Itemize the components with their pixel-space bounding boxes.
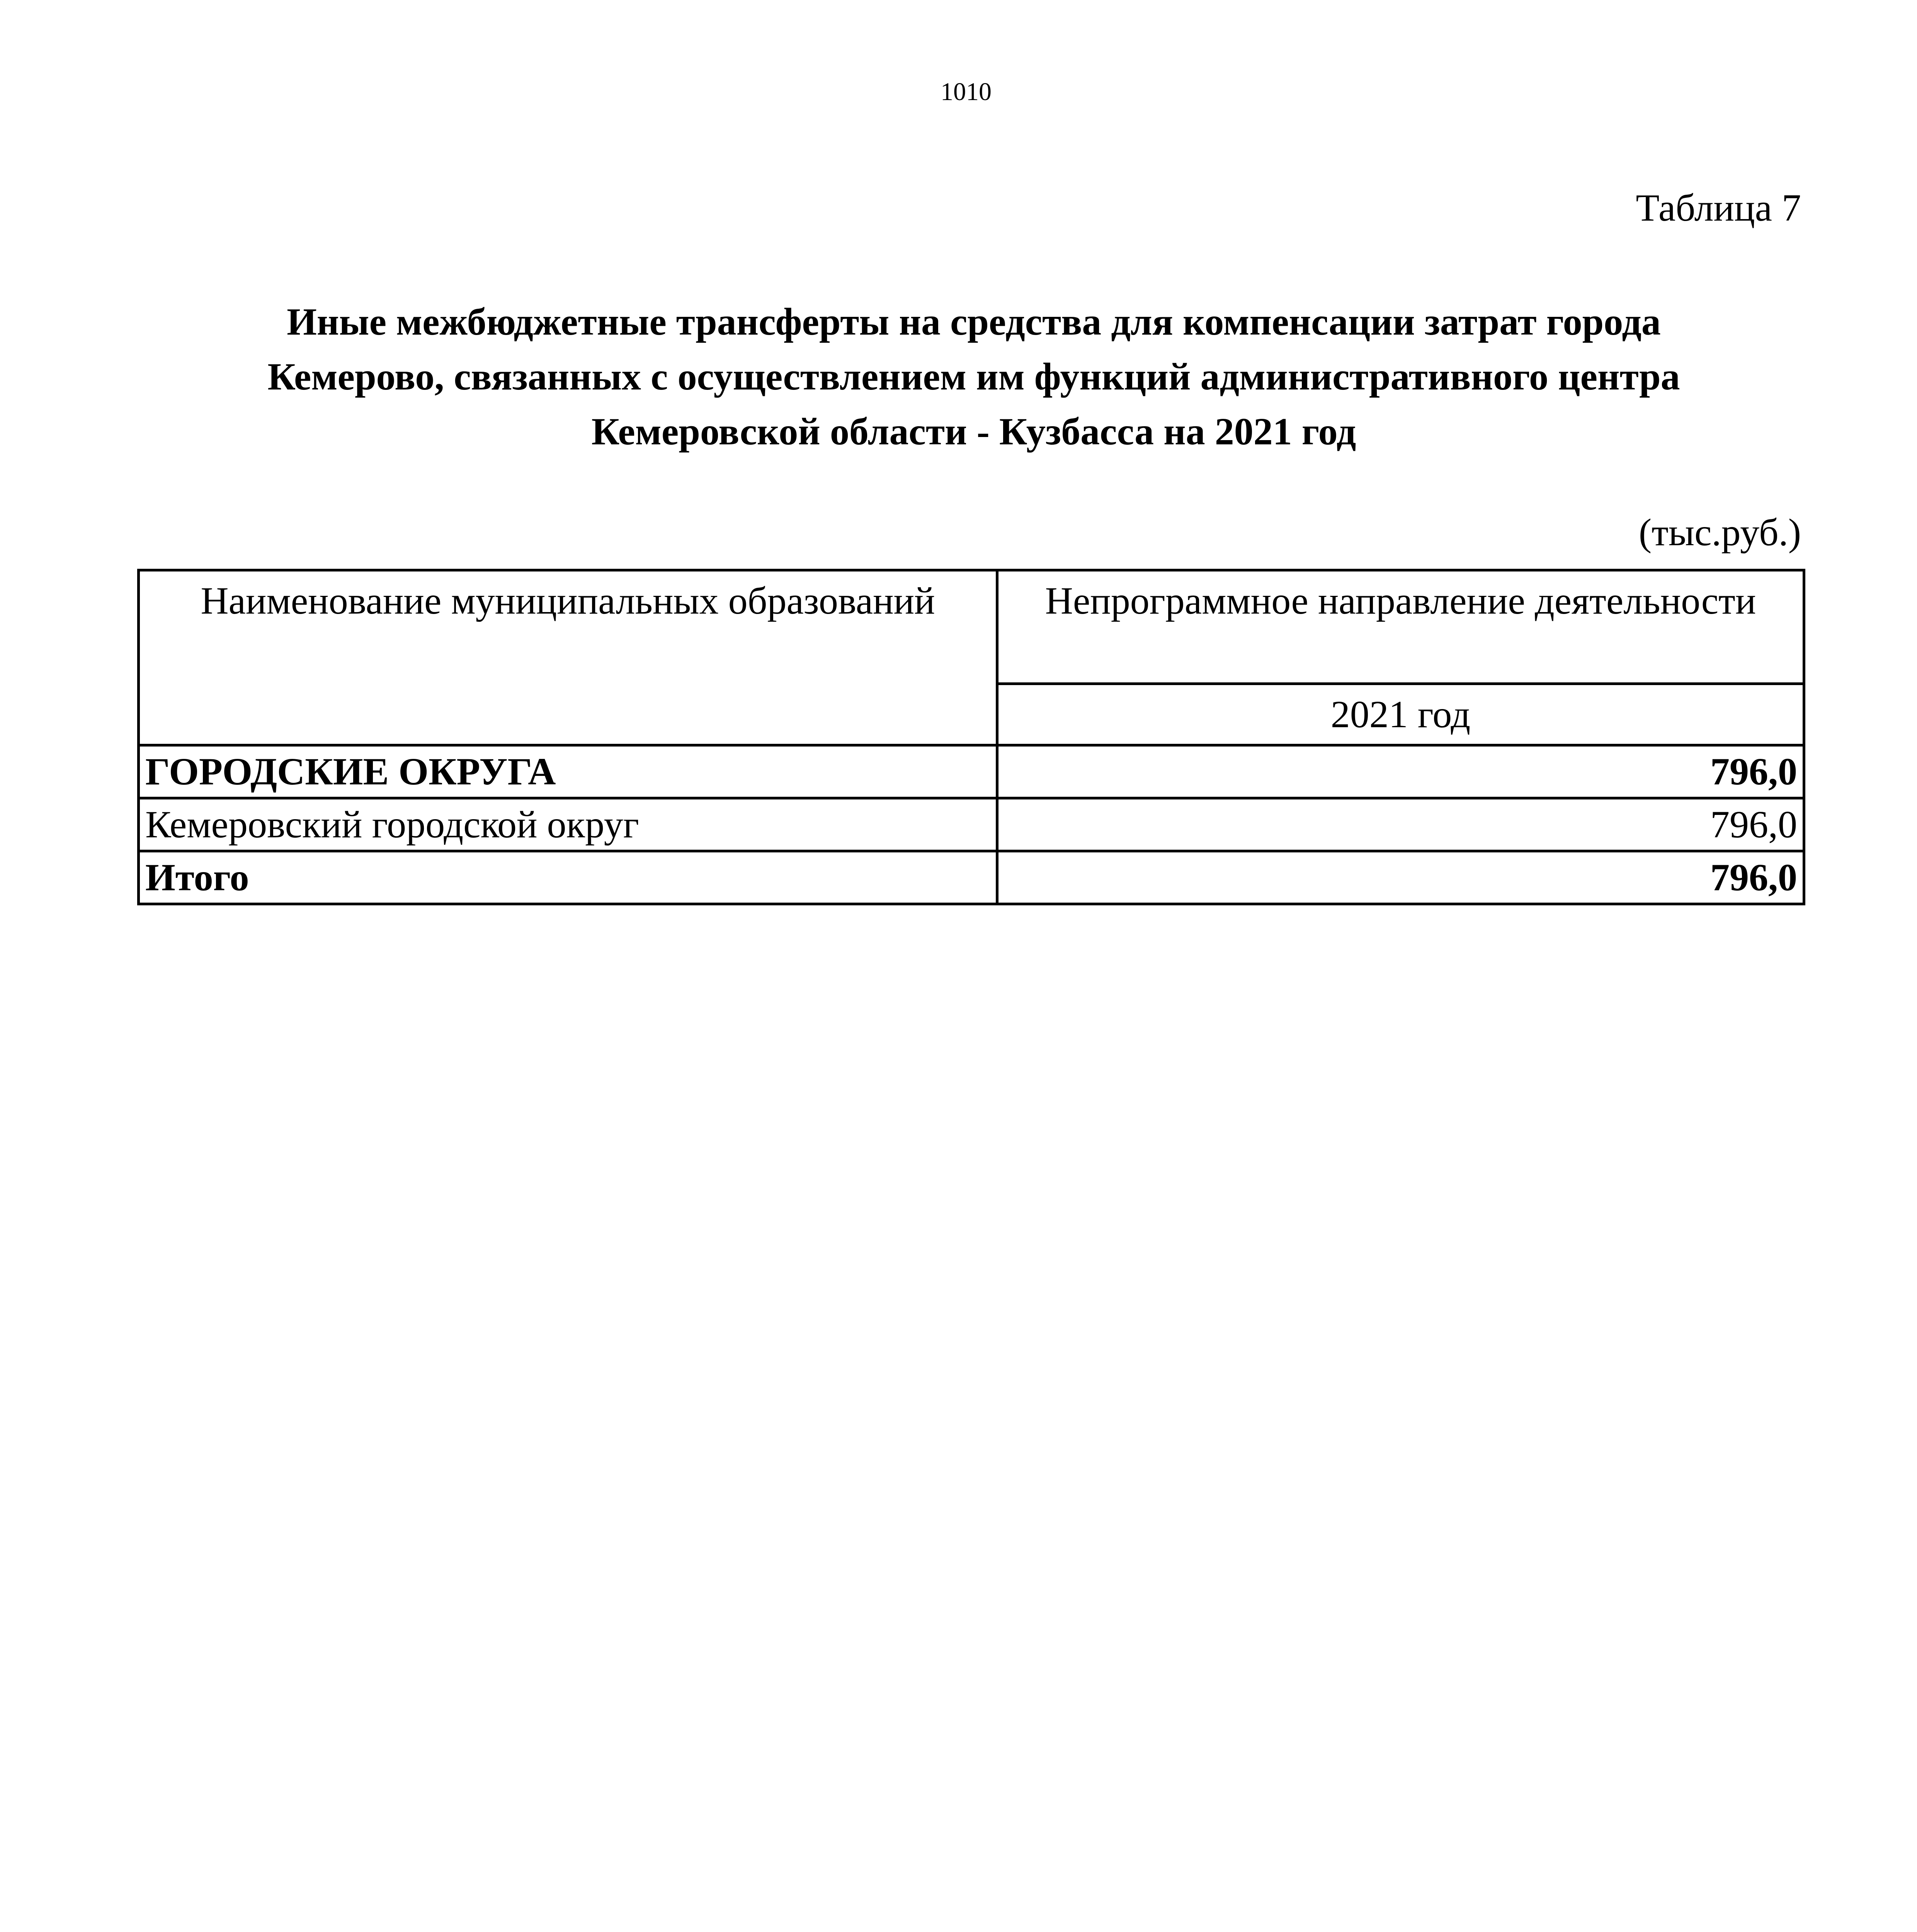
table-row-total	[139, 851, 1804, 904]
row-value: 796,0	[997, 798, 1804, 851]
row-value: 796,0	[997, 745, 1804, 798]
header-year: 2021 год	[997, 684, 1804, 745]
header-municipality-name: Наименование муниципальных образований	[139, 570, 997, 745]
table-label: Таблица 7	[1636, 186, 1801, 229]
document-title-line-2: Кемерово, связанных с осуществлением им функций административного центра	[267, 355, 1680, 398]
table-header-row	[139, 570, 1804, 684]
units-label: (тыс.руб.)	[1638, 511, 1801, 554]
row-name: Кемеровский городской округ	[139, 798, 997, 851]
header-nonprogram-direction: Непрограммное направление деятельности	[997, 570, 1804, 684]
document-title	[139, 294, 1808, 459]
document-title-line-1: Иные межбюджетные трансферты на средства для компенсации затрат города	[287, 300, 1661, 343]
row-name: Итого	[139, 851, 997, 904]
transfers-table	[137, 569, 1805, 905]
table-row-kemerovo-district	[139, 798, 1804, 851]
row-name: ГОРОДСКИЕ ОКРУГА	[139, 745, 997, 798]
table-row-city-districts	[139, 745, 1804, 798]
row-value: 796,0	[997, 851, 1804, 904]
document-title-line-3: Кемеровской области - Кузбасса на 2021 год	[591, 410, 1356, 453]
page-number: 1010	[941, 78, 992, 106]
